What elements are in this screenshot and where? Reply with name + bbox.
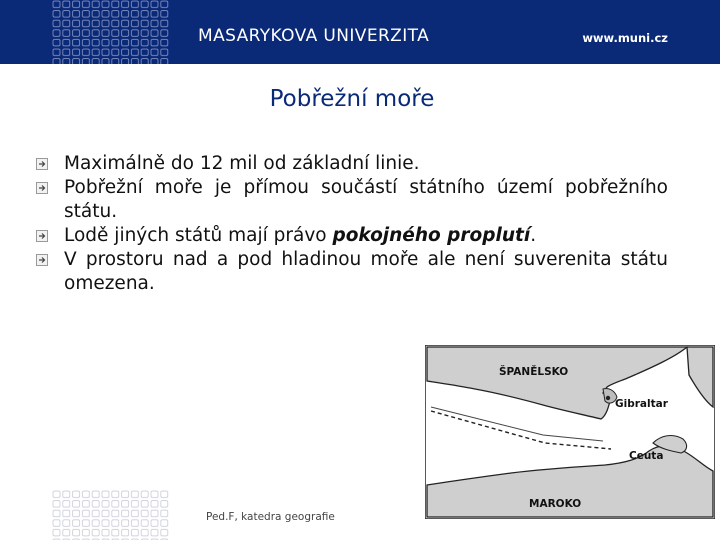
bullet-text: Maximálně do 12 mil od základní linie.: [64, 153, 420, 174]
map-label-morocco: MAROKO: [529, 498, 582, 510]
strait-of-gibraltar-map: [425, 345, 715, 519]
slide-footer: Ped.F, katedra geografie: [206, 511, 335, 523]
dot-pattern-decoration: [52, 0, 170, 64]
bullet-item: [34, 248, 668, 296]
map-label-ceuta: Ceuta: [629, 450, 664, 462]
bullet-item: [34, 224, 668, 248]
slide-header: [0, 0, 720, 64]
university-name: MASARYKOVA UNIVERZITA: [198, 26, 430, 46]
bullet-text-before: Lodě jiných států mají právo: [64, 225, 333, 246]
bullet-text: [64, 224, 668, 248]
slide-title: Pobřežní moře: [269, 86, 435, 112]
arrow-box-icon: [34, 182, 50, 194]
arrow-box-icon: [34, 254, 50, 266]
bullet-text: V prostoru nad a pod hladinou moře ale není suverenita státu omezena.: [64, 249, 668, 294]
map-label-gibraltar: Gibraltar: [615, 398, 668, 410]
bullet-emphasis: pokojného proplutí: [332, 225, 531, 246]
bullet-text-after: .: [530, 225, 537, 246]
university-website[interactable]: www.muni.cz: [582, 31, 668, 45]
bullet-list: [34, 152, 668, 296]
dot-pattern-decoration-bottom: [52, 490, 170, 540]
arrow-box-icon: [34, 230, 50, 242]
map-label-spain: ŠPANĚLSKO: [499, 366, 569, 378]
gibraltar-marker: [606, 396, 610, 400]
bullet-text: Pobřežní moře je přímou součástí státního území pobřežního státu.: [64, 177, 668, 222]
arrow-box-icon: [34, 158, 50, 170]
bullet-item: [34, 152, 668, 176]
bullet-item: [34, 176, 668, 224]
